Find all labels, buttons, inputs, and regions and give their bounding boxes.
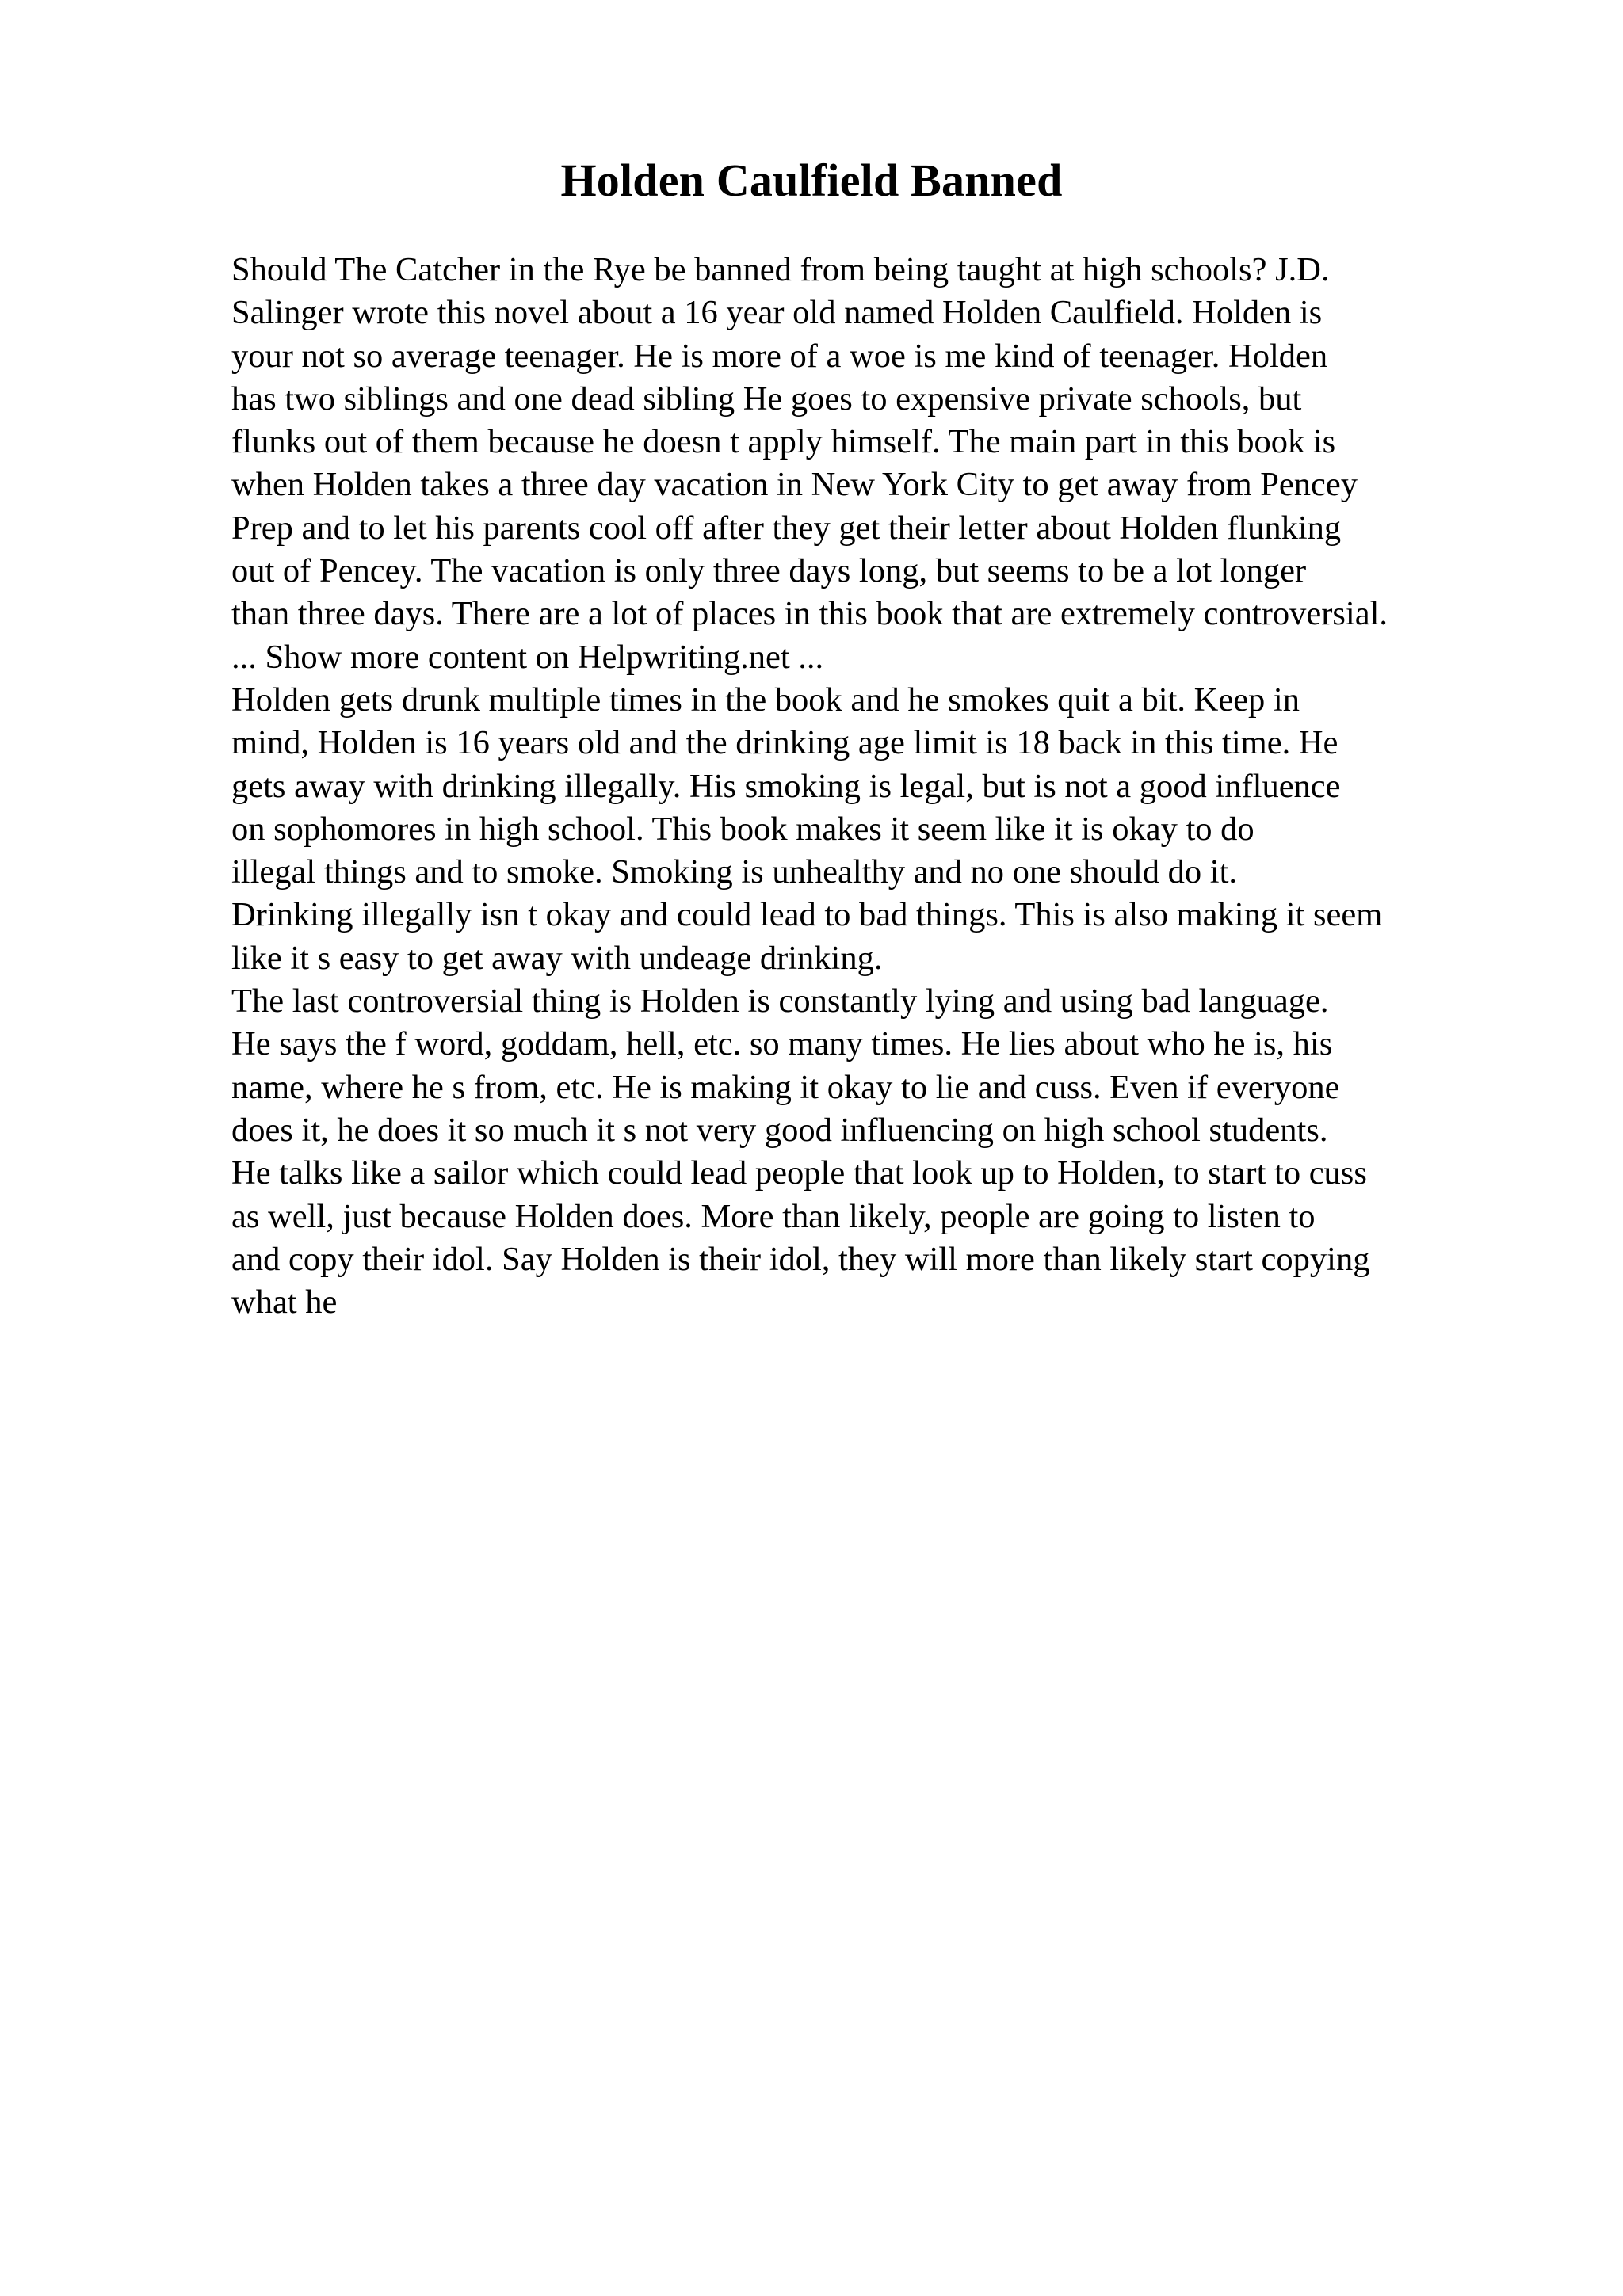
text-line: when Holden takes a three day vacation in New York City to get away from Pencey bbox=[231, 466, 1358, 504]
text-line: name, where he s from, etc. He is making it okay to lie and cuss. Even if everyone bbox=[231, 1068, 1340, 1106]
text-line: Salinger wrote this novel about a 16 year old named Holden Caulfield. Holden is bbox=[231, 294, 1323, 332]
text-line: illegal things and to smoke. Smoking is unhealthy and no one should do it. bbox=[231, 853, 1238, 891]
text-line: flunks out of them because he doesn t apply himself. The main part in this book is bbox=[231, 423, 1336, 461]
text-line: gets away with drinking illegally. His smoking is legal, but is not a good influence bbox=[231, 767, 1341, 805]
text-line: as well, just because Holden does. More than likely, people are going to listen to bbox=[231, 1197, 1316, 1235]
text-line: has two siblings and one dead sibling He goes to expensive private schools, but bbox=[231, 379, 1302, 418]
text-line: like it s easy to get away with undeage drinking. bbox=[231, 939, 883, 977]
text-line: than three days. There are a lot of places in this book that are extremely controversial. bbox=[231, 595, 1388, 633]
show-more-link[interactable]: ... Show more content on Helpwriting.net ... bbox=[231, 638, 824, 676]
text-line: Should The Catcher in the Rye be banned from being taught at high schools? J.D. bbox=[231, 251, 1330, 288]
document-body bbox=[231, 249, 1499, 1324]
text-line: Holden gets drunk multiple times in the book and he smokes quit a bit. Keep in bbox=[231, 681, 1300, 719]
text-line: your not so average teenager. He is more of a woe is me kind of teenager. Holden bbox=[231, 337, 1328, 375]
text-line: does it, he does it so much it s not very good influencing on high school students. bbox=[231, 1111, 1328, 1149]
text-line: Drinking illegally isn t okay and could lead to bad things. This is also making it seem bbox=[231, 896, 1383, 934]
document-title: Holden Caulfield Banned bbox=[560, 154, 1063, 206]
text-line: Prep and to let his parents cool off after they get their letter about Holden flunking bbox=[231, 509, 1342, 547]
text-line: He says the f word, goddam, hell, etc. so many times. He lies about who he is, his bbox=[231, 1025, 1333, 1063]
text-line: The last controversial thing is Holden is constantly lying and using bad language. bbox=[231, 982, 1329, 1020]
text-line: what he bbox=[231, 1283, 338, 1322]
text-line: and copy their idol. Say Holden is their idol, they will more than likely start copying bbox=[231, 1240, 1370, 1278]
text-line: He talks like a sailor which could lead people that look up to Holden, to start to cuss bbox=[231, 1154, 1367, 1192]
text-line: on sophomores in high school. This book makes it seem like it is okay to do bbox=[231, 810, 1254, 848]
text-line: out of Pencey. The vacation is only three days long, but seems to be a lot longer bbox=[231, 552, 1307, 590]
text-line: mind, Holden is 16 years old and the drinking age limit is 18 back in this time. He bbox=[231, 724, 1338, 762]
